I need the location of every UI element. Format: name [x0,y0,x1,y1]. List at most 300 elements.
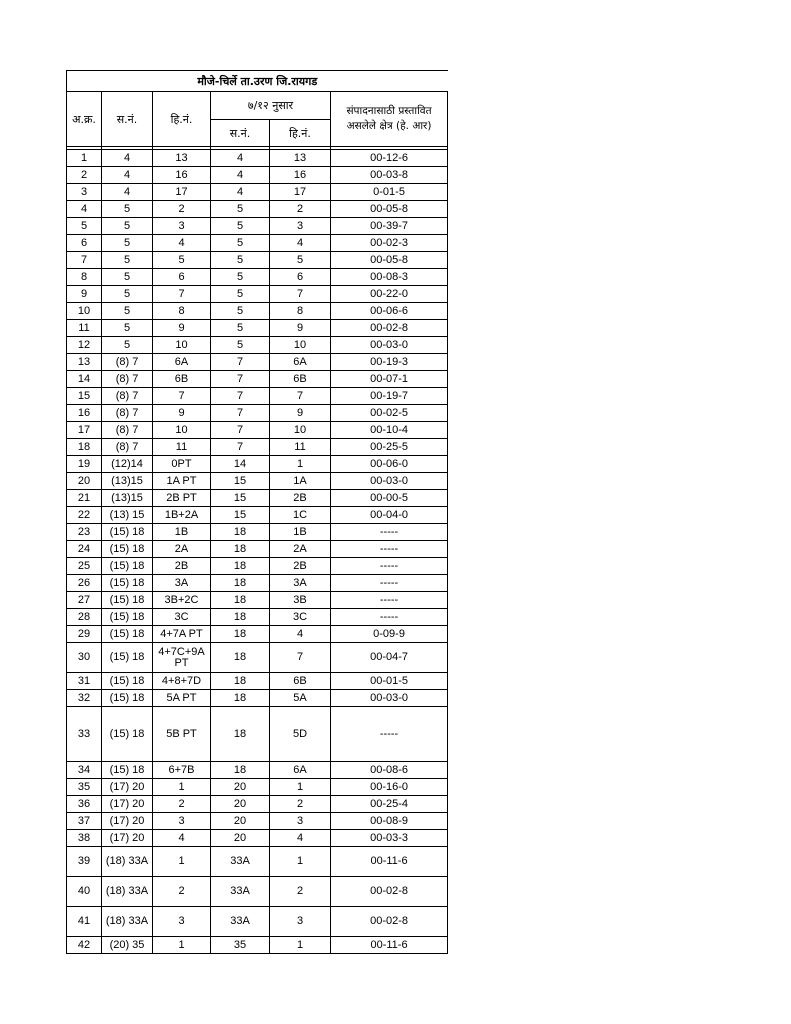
cell-serial: 28 [67,609,102,626]
cell-712-hissa-no: 1A [270,473,331,490]
cell-712-survey-no: 18 [211,762,270,779]
cell-712-hissa-no: 5A [270,690,331,707]
cell-712-survey-no: 18 [211,558,270,575]
cell-hissa-no: 2A [153,541,211,558]
cell-area: 00-02-3 [331,235,448,252]
cell-712-survey-no: 18 [211,707,270,762]
table-row [67,813,448,830]
cell-hissa-no: 3A [153,575,211,592]
cell-712-hissa-no: 6B [270,371,331,388]
cell-712-survey-no: 20 [211,830,270,847]
table-row [67,371,448,388]
cell-area: 00-16-0 [331,779,448,796]
cell-712-hissa-no: 3A [270,575,331,592]
cell-survey-no: 4 [102,167,153,184]
cell-survey-no: 5 [102,218,153,235]
table-row [67,439,448,456]
cell-serial: 13 [67,354,102,371]
table-row [67,907,448,937]
cell-area: 00-25-4 [331,796,448,813]
header-survey-no: स.नं. [102,92,153,147]
cell-712-survey-no: 7 [211,422,270,439]
cell-hissa-no: 9 [153,320,211,337]
table-row [67,388,448,405]
table-row [67,490,448,507]
table-row [67,626,448,643]
cell-hissa-no: 6B [153,371,211,388]
cell-712-hissa-no: 8 [270,303,331,320]
cell-area: 00-10-4 [331,422,448,439]
cell-area: 00-39-7 [331,218,448,235]
cell-area: 00-11-6 [331,847,448,877]
cell-serial: 1 [67,150,102,167]
cell-survey-no: (12)14 [102,456,153,473]
cell-hissa-no: 1 [153,779,211,796]
cell-area: 00-04-0 [331,507,448,524]
cell-survey-no: (15) 18 [102,609,153,626]
cell-hissa-no: 7 [153,388,211,405]
cell-hissa-no: 1B [153,524,211,541]
cell-survey-no: 5 [102,201,153,218]
header-hissa-no: हि.नं. [153,92,211,147]
cell-survey-no: (15) 18 [102,762,153,779]
table-row [67,609,448,626]
cell-area: ----- [331,609,448,626]
cell-712-survey-no: 5 [211,320,270,337]
cell-area: 00-06-6 [331,303,448,320]
cell-serial: 2 [67,167,102,184]
cell-survey-no: (13)15 [102,473,153,490]
cell-712-hissa-no: 2B [270,558,331,575]
cell-hissa-no: 3B+2C [153,592,211,609]
cell-area: 00-06-0 [331,456,448,473]
cell-survey-no: (15) 18 [102,524,153,541]
cell-area: 00-03-0 [331,473,448,490]
cell-712-survey-no: 20 [211,779,270,796]
cell-712-hissa-no: 1B [270,524,331,541]
cell-712-hissa-no: 3 [270,907,331,937]
table-row [67,524,448,541]
cell-712-hissa-no: 6A [270,354,331,371]
table-row [67,796,448,813]
table-row [67,422,448,439]
cell-serial: 33 [67,707,102,762]
cell-hissa-no: 4+7A PT [153,626,211,643]
cell-survey-no: (13)15 [102,490,153,507]
cell-area: 00-02-8 [331,320,448,337]
cell-area: 00-12-6 [331,150,448,167]
cell-area: 00-05-8 [331,201,448,218]
cell-serial: 4 [67,201,102,218]
table-row [67,937,448,954]
cell-hissa-no: 6 [153,269,211,286]
cell-712-hissa-no: 10 [270,337,331,354]
header-area-line1: संपादनासाठी प्रस्तावित [346,105,432,117]
table-row [67,541,448,558]
cell-712-survey-no: 5 [211,252,270,269]
cell-area: ----- [331,541,448,558]
cell-712-hissa-no: 9 [270,405,331,422]
cell-712-survey-no: 7 [211,388,270,405]
cell-712-hissa-no: 1 [270,847,331,877]
cell-survey-no: (15) 18 [102,575,153,592]
cell-hissa-no: 1B+2A [153,507,211,524]
cell-712-hissa-no: 9 [270,320,331,337]
cell-survey-no: 5 [102,303,153,320]
table-row [67,877,448,907]
cell-712-survey-no: 14 [211,456,270,473]
cell-area: 00-22-0 [331,286,448,303]
cell-hissa-no: 5B PT [153,707,211,762]
cell-hissa-no: 6+7B [153,762,211,779]
table-row [67,673,448,690]
cell-hissa-no: 4 [153,830,211,847]
cell-712-hissa-no: 11 [270,439,331,456]
cell-serial: 16 [67,405,102,422]
table-row [67,558,448,575]
cell-712-hissa-no: 1C [270,507,331,524]
cell-712-hissa-no: 2A [270,541,331,558]
cell-712-hissa-no: 6B [270,673,331,690]
cell-712-survey-no: 33A [211,877,270,907]
cell-survey-no: (15) 18 [102,707,153,762]
cell-serial: 31 [67,673,102,690]
cell-712-survey-no: 5 [211,269,270,286]
cell-survey-no: (15) 18 [102,541,153,558]
cell-712-survey-no: 18 [211,575,270,592]
cell-serial: 11 [67,320,102,337]
cell-survey-no: (17) 20 [102,796,153,813]
table-row [67,473,448,490]
cell-712-survey-no: 18 [211,673,270,690]
cell-serial: 35 [67,779,102,796]
cell-area: ----- [331,707,448,762]
cell-712-survey-no: 5 [211,303,270,320]
cell-survey-no: (18) 33A [102,847,153,877]
cell-survey-no: 5 [102,337,153,354]
cell-hissa-no: 11 [153,439,211,456]
header-serial: अ.क्र. [67,92,102,147]
cell-hissa-no: 3C [153,609,211,626]
cell-712-survey-no: 7 [211,354,270,371]
cell-hissa-no: 4+8+7D [153,673,211,690]
land-acquisition-table [66,70,448,954]
cell-serial: 41 [67,907,102,937]
cell-serial: 14 [67,371,102,388]
cell-survey-no: (17) 20 [102,779,153,796]
cell-712-hissa-no: 1 [270,779,331,796]
cell-712-survey-no: 18 [211,626,270,643]
table-row [67,218,448,235]
cell-serial: 37 [67,813,102,830]
cell-712-hissa-no: 2 [270,877,331,907]
cell-survey-no: (15) 18 [102,558,153,575]
cell-area: 00-03-3 [331,830,448,847]
cell-712-survey-no: 18 [211,609,270,626]
cell-serial: 15 [67,388,102,405]
cell-712-survey-no: 15 [211,473,270,490]
table-row [67,405,448,422]
table-row [67,690,448,707]
cell-serial: 3 [67,184,102,201]
cell-survey-no: (8) 7 [102,405,153,422]
cell-hissa-no: 2 [153,796,211,813]
cell-712-survey-no: 33A [211,847,270,877]
cell-survey-no: 4 [102,184,153,201]
cell-hissa-no: 5 [153,252,211,269]
cell-712-survey-no: 7 [211,371,270,388]
table-row [67,575,448,592]
header-712-hissa-no: हि.नं. [270,120,331,147]
cell-hissa-no: 2 [153,877,211,907]
cell-712-survey-no: 15 [211,490,270,507]
cell-serial: 18 [67,439,102,456]
table-row [67,252,448,269]
cell-712-hissa-no: 7 [270,643,331,673]
cell-hissa-no: 13 [153,150,211,167]
header-as-per-712: ७/१२ नुसार [211,92,331,120]
cell-712-hissa-no: 4 [270,235,331,252]
cell-serial: 22 [67,507,102,524]
cell-area: 00-08-6 [331,762,448,779]
cell-712-hissa-no: 2 [270,201,331,218]
cell-area: ----- [331,592,448,609]
cell-712-hissa-no: 17 [270,184,331,201]
cell-serial: 42 [67,937,102,954]
cell-survey-no: (20) 35 [102,937,153,954]
cell-serial: 19 [67,456,102,473]
cell-serial: 36 [67,796,102,813]
cell-area: 00-08-9 [331,813,448,830]
header-proposed-area [331,92,448,147]
cell-area: 00-03-0 [331,690,448,707]
cell-survey-no: (8) 7 [102,388,153,405]
cell-serial: 23 [67,524,102,541]
header-area-line2: असलेले क्षेत्र (हे. आर) [346,120,432,132]
cell-712-survey-no: 5 [211,235,270,252]
cell-survey-no: 5 [102,235,153,252]
cell-hissa-no: 3 [153,907,211,937]
cell-survey-no: (17) 20 [102,830,153,847]
cell-serial: 29 [67,626,102,643]
cell-712-hissa-no: 3C [270,609,331,626]
cell-712-survey-no: 7 [211,405,270,422]
cell-serial: 30 [67,643,102,673]
cell-survey-no: (8) 7 [102,439,153,456]
cell-area: 00-04-7 [331,643,448,673]
cell-serial: 32 [67,690,102,707]
cell-serial: 39 [67,847,102,877]
cell-survey-no: (18) 33A [102,907,153,937]
cell-area: 0-01-5 [331,184,448,201]
cell-712-hissa-no: 2B [270,490,331,507]
cell-survey-no: (18) 33A [102,877,153,907]
cell-area: ----- [331,558,448,575]
cell-survey-no: 5 [102,320,153,337]
cell-hissa-no: 4 [153,235,211,252]
cell-hissa-no: 1A PT [153,473,211,490]
table-row [67,286,448,303]
cell-712-hissa-no: 6A [270,762,331,779]
cell-hissa-no: 17 [153,184,211,201]
table-row [67,184,448,201]
cell-712-survey-no: 5 [211,337,270,354]
cell-712-survey-no: 15 [211,507,270,524]
cell-712-hissa-no: 7 [270,286,331,303]
cell-hissa-no: 1 [153,937,211,954]
cell-survey-no: 5 [102,269,153,286]
cell-area: 00-07-1 [331,371,448,388]
cell-712-survey-no: 35 [211,937,270,954]
cell-hissa-no: 5A PT [153,690,211,707]
cell-serial: 40 [67,877,102,907]
cell-hissa-no: 16 [153,167,211,184]
cell-area: 00-02-5 [331,405,448,422]
table-row [67,150,448,167]
cell-712-hissa-no: 2 [270,796,331,813]
cell-survey-no: (15) 18 [102,592,153,609]
table-row [67,762,448,779]
cell-712-hissa-no: 3B [270,592,331,609]
cell-serial: 21 [67,490,102,507]
cell-area: 00-01-5 [331,673,448,690]
cell-serial: 27 [67,592,102,609]
cell-712-hissa-no: 3 [270,813,331,830]
cell-hissa-no: 0PT [153,456,211,473]
cell-survey-no: (17) 20 [102,813,153,830]
table-body [67,150,448,954]
table-row [67,847,448,877]
cell-712-hissa-no: 3 [270,218,331,235]
cell-712-survey-no: 5 [211,201,270,218]
cell-hissa-no: 3 [153,218,211,235]
cell-712-survey-no: 33A [211,907,270,937]
cell-survey-no: (15) 18 [102,673,153,690]
cell-area: 00-00-5 [331,490,448,507]
cell-area: 00-19-3 [331,354,448,371]
table-row [67,201,448,218]
cell-area: 00-08-3 [331,269,448,286]
cell-712-hissa-no: 5D [270,707,331,762]
cell-hissa-no: 9 [153,405,211,422]
cell-712-survey-no: 5 [211,218,270,235]
cell-survey-no: 5 [102,252,153,269]
cell-area: 00-11-6 [331,937,448,954]
cell-712-hissa-no: 1 [270,456,331,473]
cell-712-hissa-no: 1 [270,937,331,954]
cell-survey-no: (8) 7 [102,371,153,388]
cell-serial: 38 [67,830,102,847]
cell-712-hissa-no: 13 [270,150,331,167]
cell-survey-no: (15) 18 [102,626,153,643]
cell-area: ----- [331,524,448,541]
cell-serial: 5 [67,218,102,235]
cell-area: 00-25-5 [331,439,448,456]
cell-area: 00-19-7 [331,388,448,405]
table-row [67,269,448,286]
table-row [67,507,448,524]
cell-area: 00-02-8 [331,907,448,937]
table-row [67,337,448,354]
cell-712-hissa-no: 7 [270,388,331,405]
cell-hissa-no: 1 [153,847,211,877]
table-row [67,320,448,337]
cell-area: 00-02-8 [331,877,448,907]
cell-survey-no: (15) 18 [102,690,153,707]
cell-712-survey-no: 4 [211,184,270,201]
table-row [67,167,448,184]
cell-hissa-no: 3 [153,813,211,830]
table-row [67,643,448,673]
cell-712-survey-no: 4 [211,167,270,184]
table-row [67,779,448,796]
cell-hissa-no: 10 [153,337,211,354]
cell-serial: 17 [67,422,102,439]
table-row [67,235,448,252]
cell-hissa-no: 4+7C+9A PT [153,643,211,673]
cell-712-survey-no: 4 [211,150,270,167]
cell-hissa-no: 2B PT [153,490,211,507]
cell-hissa-no: 2B [153,558,211,575]
cell-serial: 26 [67,575,102,592]
cell-area: ----- [331,575,448,592]
cell-hissa-no: 6A [153,354,211,371]
cell-area: 0-09-9 [331,626,448,643]
cell-survey-no: (8) 7 [102,422,153,439]
table-title: मौजे-चिर्ले ता.उरण जि.रायगड [67,71,448,92]
cell-serial: 8 [67,269,102,286]
cell-serial: 6 [67,235,102,252]
cell-survey-no: 5 [102,286,153,303]
cell-hissa-no: 8 [153,303,211,320]
cell-hissa-no: 7 [153,286,211,303]
table-row [67,303,448,320]
cell-survey-no: (8) 7 [102,354,153,371]
cell-712-hissa-no: 5 [270,252,331,269]
table-row [67,830,448,847]
cell-survey-no: (15) 18 [102,643,153,673]
cell-712-survey-no: 20 [211,796,270,813]
cell-serial: 9 [67,286,102,303]
cell-serial: 24 [67,541,102,558]
cell-hissa-no: 2 [153,201,211,218]
cell-712-hissa-no: 10 [270,422,331,439]
cell-area: 00-03-8 [331,167,448,184]
cell-area: 00-05-8 [331,252,448,269]
cell-area: 00-03-0 [331,337,448,354]
cell-712-hissa-no: 16 [270,167,331,184]
cell-serial: 7 [67,252,102,269]
cell-survey-no: (13) 15 [102,507,153,524]
cell-serial: 25 [67,558,102,575]
cell-712-survey-no: 18 [211,643,270,673]
cell-712-hissa-no: 6 [270,269,331,286]
cell-serial: 34 [67,762,102,779]
cell-serial: 12 [67,337,102,354]
cell-712-survey-no: 7 [211,439,270,456]
cell-serial: 20 [67,473,102,490]
cell-712-survey-no: 5 [211,286,270,303]
cell-hissa-no: 10 [153,422,211,439]
table-row [67,592,448,609]
table-row [67,456,448,473]
table-row [67,707,448,762]
cell-survey-no: 4 [102,150,153,167]
cell-712-survey-no: 18 [211,592,270,609]
cell-712-survey-no: 18 [211,541,270,558]
cell-712-hissa-no: 4 [270,626,331,643]
cell-serial: 10 [67,303,102,320]
